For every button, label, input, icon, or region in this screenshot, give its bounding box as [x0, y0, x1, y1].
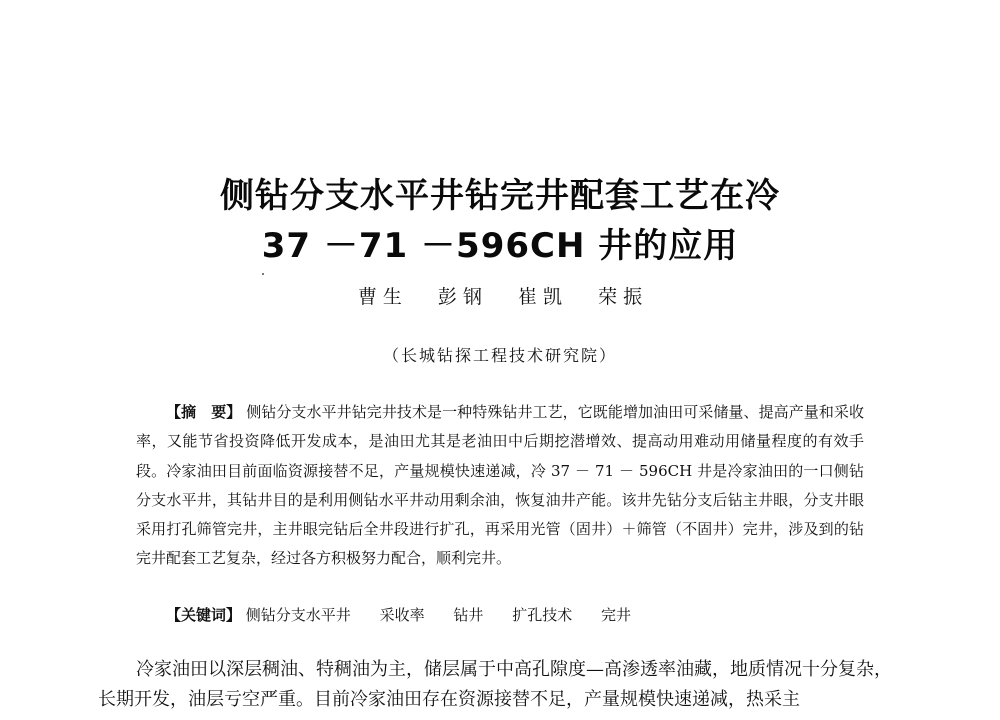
- body-section: [98, 655, 898, 715]
- author-name: 彭 钢: [437, 286, 482, 308]
- author-list: [0, 282, 1000, 309]
- author-name: 崔 凯: [518, 286, 563, 308]
- abstract-text: 侧钻分支水平井钻完井技术是一种特殊钻井工艺，它既能增加油田可采储量、提高产量和采收率，又能节省投资降低开发成本，是油田尤其是老油田中后期挖潜增效、提高动用难动用储量程度的有效手段。冷家油田目前面临资源接替不足，产量规模快速递减，冷 37 － 71 － 596CH 井是冷家油田的一口侧钻分支水平井，其钻井目的是利用侧钻水平井动用剩余油，恢复油井产能。该井先钻分支后钻主井眼，分支井眼采用打孔筛管完井，主井眼完钻后全井段进行扩孔，再采用光管（固井）＋筛管（不固井）完井，涉及到的钻完井配套工艺复杂，经过各方积极努力配合，顺利完井。: [136, 403, 864, 568]
- author-name: 曹 生: [357, 286, 402, 308]
- keyword: 完井: [600, 606, 631, 624]
- abstract-section: [136, 398, 864, 574]
- keyword: 侧钻分支水平井: [245, 606, 351, 624]
- keyword: 钻井: [453, 606, 484, 624]
- affiliation: （长城钻探工程技术研究院）: [382, 346, 617, 365]
- keywords-label: 【关键词】: [166, 606, 242, 624]
- paper-title-line-2: 37 －71 －596CH 井的应用: [261, 226, 739, 266]
- keywords-section: [166, 602, 655, 628]
- keyword: 扩孔技术: [512, 606, 573, 624]
- body-paragraph: 冷家油田以深层稠油、特稠油为主，储层属于中高孔隙度—高渗透率油藏，地质情况十分复杂，长期开发，油层亏空严重。目前冷家油田存在资源接替不足，产量规模快速递减，热采主: [98, 659, 892, 710]
- author-name: 荣 振: [598, 286, 643, 308]
- scan-speck: [262, 273, 264, 275]
- paper-title-line-1: 侧钻分支水平井钻完井配套工艺在冷: [220, 176, 780, 216]
- abstract-label: 【摘 要】: [166, 403, 242, 421]
- keyword: 采收率: [379, 606, 425, 624]
